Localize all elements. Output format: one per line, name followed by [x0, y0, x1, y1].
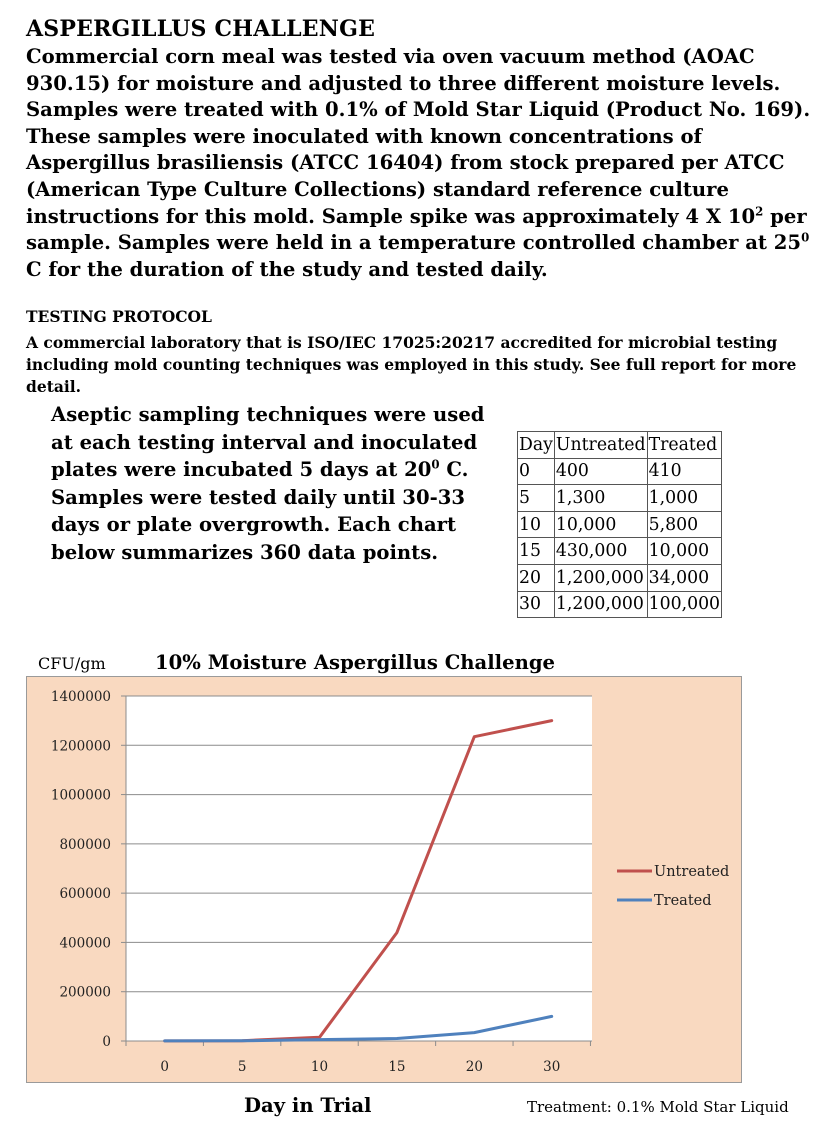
x-tick-label: 30: [543, 1059, 561, 1075]
y-tick-label: 1000000: [50, 787, 111, 804]
table-cell: 100,000: [647, 591, 721, 618]
legend-label-untreated: Untreated: [654, 864, 730, 880]
table-cell: 5,800: [647, 511, 721, 538]
table-header-treated: Treated: [647, 432, 721, 459]
table-cell: 1,200,000: [554, 564, 647, 591]
intro-exponent: 2: [755, 204, 764, 219]
table-cell: 15: [518, 538, 555, 565]
intro-text-1: Commercial corn meal was tested via oven vacuum method (AOAC 930.15) for moisture and adjusted to three different moisture levels. Samples were treated with 0.1% of Mold Star Liquid (Product No. 169). These samples were inoculated with known concentrations of Aspergillus brasiliensis (ATCC 16404) from stock prepared per ATCC (American Type Culture Collections) standard reference culture instructions for this mold. Sample spike was approximately 4 X 10: [26, 45, 811, 228]
table-cell: 430,000: [554, 538, 647, 565]
legend-label-treated: Treated: [654, 893, 712, 909]
x-tick-label: 10: [310, 1059, 329, 1075]
chart-y-axis-label: CFU/gm: [38, 654, 106, 673]
aseptic-text-1: Aseptic sampling techniques were used at each testing interval and inoculated plates were incubated 5 days at 20: [51, 403, 485, 481]
protocol-heading: TESTING PROTOCOL: [26, 307, 212, 326]
table-header-untreated: Untreated: [554, 432, 647, 459]
intro-text-2: per sample. Samples were held in a temperature controlled chamber at 25: [26, 204, 807, 255]
table-cell: 10,000: [647, 538, 721, 565]
x-tick-label: 5: [237, 1059, 247, 1075]
intro-text-3: C for the duration of the study and tested daily.: [26, 257, 548, 281]
intro-degree: 0: [801, 230, 810, 245]
table-cell: 410: [647, 458, 721, 485]
y-tick-label: 800000: [59, 836, 111, 853]
y-tick-label: 400000: [59, 935, 111, 952]
y-tick-label: 1200000: [50, 738, 111, 755]
y-tick-label: 200000: [59, 984, 111, 1001]
x-tick-label: 0: [160, 1059, 170, 1075]
table-cell: 30: [518, 591, 555, 618]
table-cell: 0: [518, 458, 555, 485]
protocol-text: A commercial laboratory that is ISO/IEC 17025:20217 accredited for microbial testing including mold counting techniques was employed in this study. See full report for more detail.: [26, 333, 797, 396]
x-tick-label: 20: [465, 1059, 483, 1075]
series-line-untreated: [165, 721, 552, 1041]
chart-x-axis-label: Day in Trial: [244, 1094, 372, 1117]
table-cell: 20: [518, 564, 555, 591]
series-line-treated: [165, 1016, 552, 1041]
table-cell: 400: [554, 458, 647, 485]
aseptic-degree: 0: [431, 457, 440, 472]
document-title: ASPERGILLUS CHALLENGE: [26, 16, 376, 42]
table-cell: 1,000: [647, 485, 721, 512]
table-header-day: Day: [518, 432, 555, 459]
table-cell: 34,000: [647, 564, 721, 591]
table-cell: 5: [518, 485, 555, 512]
table-cell: 10,000: [554, 511, 647, 538]
x-tick-label: 15: [388, 1059, 406, 1075]
chart-title: 10% Moisture Aspergillus Challenge: [155, 651, 555, 674]
y-tick-label: 0: [102, 1034, 111, 1050]
aseptic-text-2: C. Samples were tested daily until 30-33 days or plate overgrowth. Each chart below summarizes 360 data points.: [51, 458, 469, 564]
y-tick-label: 600000: [59, 886, 111, 903]
table-cell: 1,200,000: [554, 591, 647, 618]
treatment-note: Treatment: 0.1% Mold Star Liquid: [527, 1098, 789, 1116]
table-cell: 10: [518, 511, 555, 538]
y-tick-label: 1400000: [50, 689, 111, 705]
table-cell: 1,300: [554, 485, 647, 512]
